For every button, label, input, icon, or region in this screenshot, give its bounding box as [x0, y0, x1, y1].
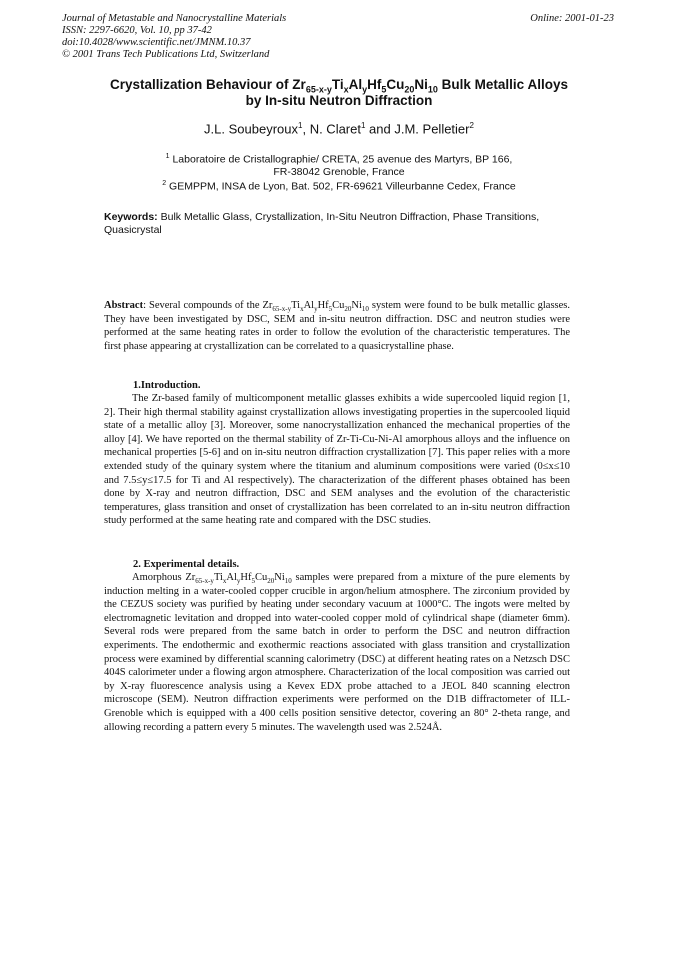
affiliation-2: $^2$ GEMPPM, INSA de Lyon, Bat. 502, FR-69621 Villeurbanne Cedex, France [162, 180, 516, 193]
section-heading-introduction: 1.Introduction. [133, 380, 201, 391]
introduction-paragraph: The Zr-based family of multicomponent metallic glasses exhibits a wide supercooled liquid region [1, 2]. Their high thermal stability against crystallization allows investigating properties in the supercooled liquid state of a metallic alloy [3]. Moreover, some nanocrystallization enhanced the mechanical properties of the alloy [4]. We have reported on the thermal stability of Zr-Ti-Cu-Ni-Al amorphous alloys and the influence on mechanical properties [5-6] and on in-situ neutron diffraction crystallization [7]. This paper relies with a more extended study of the quinary system where the titanium and aluminum compositions were varied (0≤x≤10 and 7.5≤y≤17.5 for Ti and Al respectively). The characterization of the different phases obtained has been done by X-ray and neutron diffraction, DSC and SEM analyses and the evolution of the characteristic temperatures, glass transition and onset of crystallization has been correlated to an in-situ neutron diffraction study performed at the same heating rate and compared with the DSC studies. [104, 393, 570, 527]
section-heading-experimental: 2. Experimental details. [133, 559, 240, 570]
journal-header [62, 13, 286, 61]
author-name: J.M. Pelletier [394, 121, 470, 137]
abstract-label: Abstract [104, 300, 144, 311]
experimental-paragraph: Amorphous $Zr_{65-x-y}Ti_xAl_yHf_5Cu_{20}Ni_{10}$ samples were prepared from a mixture of the pure elements by induction melting in a water-cooled copper crucible in argon/helium atmosphere. The zirconium provided by the CEZUS society was purified by heating under secondary vacuum at 1000°C. The ingots were melted by electromagnetic levitation and dropped into water-cooled copper mold of cylindrical shape (diameter 6mm). Several rods were prepared from the same batch in order to perform the DSC and neutron diffraction experiments. The endothermic and exothermic reactions associated with glass transition and crystallization process were examined by differential scanning calorimetry (DSC) at different heating rates on a Netzsch DSC 404S calorimeter under a flowing argon atmosphere. Characterization of the local composition was carried out by X-ray fluorescence analysis using a Kevex EDX probe attached to a JEOL 840 scanning electron microscope (SEM). Neutron diffraction experiments were performed on the D1B diffractometer of ILL-Grenoble which is equipped with a 400 cells position sensitive detector, covering an 80° 2-theta range, and allowing recording a pattern every 5 minutes. The wavelength used was 2.524Å. [104, 572, 570, 733]
keywords-text: Bulk Metallic Glass, Crystallization, In-Situ Neutron Diffraction, Phase Transitions, Quasicrystal [104, 211, 540, 236]
journal-copyright: © 2001 Trans Tech Publications Ltd, Switzerland [62, 49, 270, 60]
keywords-label: Keywords: [104, 211, 158, 223]
online-date: Online: 2001-01-23 [530, 13, 614, 24]
author-name: N. Claret [309, 121, 361, 137]
paper-title-line1: Crystallization Behaviour of $Zr_{65-x-y}Ti_xAl_yHf_5Cu_{20}Ni_{10}$ Bulk Metallic Alloys [110, 77, 568, 95]
paper-title-line2: by In-situ Neutron Diffraction [245, 93, 433, 108]
abstract: Abstract: Several compounds of the $Zr_{65-x-y}Ti_xAl_yHf_5Cu_{20}Ni_{10}$ system were found to be bulk metallic glasses. They have been investigated by DSC, SEM and in-situ neutron diffraction. DSC and neutron studies were performed at the same heating rates in order to follow the evolution of the characteristic temperatures. The first phase appearing at crystallization can be correlated to a quasicrystalline phase. [104, 300, 570, 352]
journal-doi: doi:10.4028/www.scientific.net/JMNM.10.37 [62, 37, 251, 48]
affiliation-1: $^1$ Laboratoire de Cristallographie/ CRETA, 25 avenue des Martyrs, BP 166, FR-38042 Grenoble, France [165, 153, 513, 178]
author-name: J.L. Soubeyroux [204, 121, 298, 137]
paper-title [60, 77, 618, 109]
journal-issn: ISSN: 2297-6620, Vol. 10, pp 37-42 [62, 25, 212, 36]
keywords [104, 211, 568, 236]
journal-name: Journal of Metastable and Nanocrystalline Materials [62, 13, 287, 24]
author-list: J.L. Soubeyroux$^1$, N. Claret$^1$ and J.M. Pelletier$^2$ [204, 121, 474, 137]
